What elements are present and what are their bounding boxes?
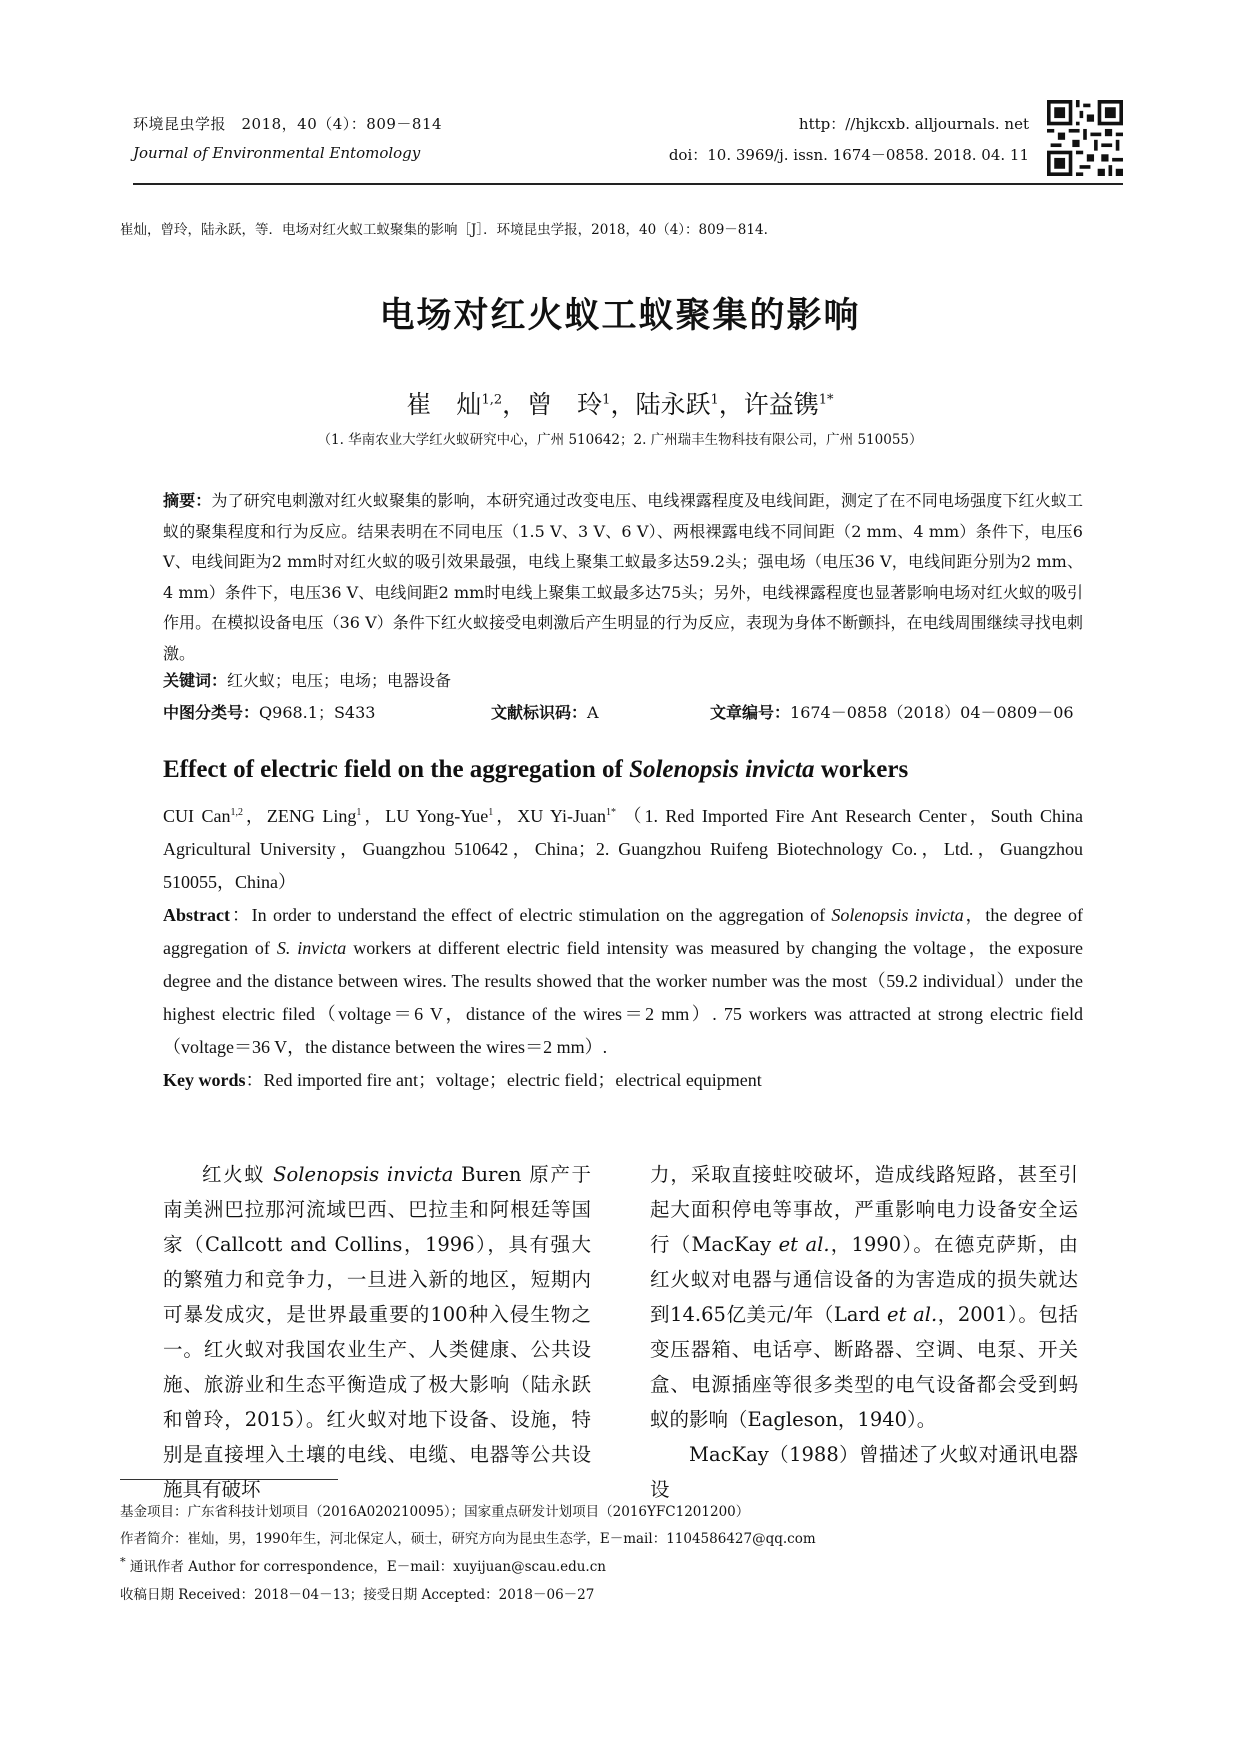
keywords-en xyxy=(163,1064,1083,1097)
footnote-author-bio: 作者简介：崔灿，男，1990年生，河北保定人，硕士，研究方向为昆虫生态学，E－mail：1104586427@qq.com xyxy=(120,1531,816,1547)
affiliation-cn: （1. 华南农业大学红火蚁研究中心，广州 510642；2. 广州瑞丰生物科技有限公司，广州 510055） xyxy=(317,432,923,448)
title-en-part: workers xyxy=(814,756,909,783)
author-en: LU Yong-Yue xyxy=(385,806,489,826)
author-en: CUI Can xyxy=(163,806,231,826)
doc-code-value: A xyxy=(587,703,599,722)
journal-name-cn: 环境昆虫学报 2018，40（4）：809－814 xyxy=(133,115,443,133)
body-column-right xyxy=(650,1157,1078,1507)
abstract-en-text: ：In order to understand the effect of electric stimulation on the aggregation of xyxy=(229,905,832,925)
qr-code-icon xyxy=(1047,100,1123,176)
english-abstract-block xyxy=(163,796,1083,1097)
body-text: 红火蚁 xyxy=(202,1163,274,1186)
author-sup: 1* xyxy=(606,807,617,818)
authors-en: CUI Can$^{1,2}$，ZENG Ling$^1$，LU Yong-Yue$^1$，XU Yi-Juan$^{1*}$ （1. Red Imported Fire Ant Research Center，South China Agricultural University，Guangzhou 510642，China；2. Guangzhou Ruifeng Biotechnology Co.，Ltd.，Guangzhou 510055，China） xyxy=(163,806,1084,892)
footnote-mark: * xyxy=(120,1555,126,1569)
author-sup: 1 xyxy=(356,807,362,818)
author-en: ZENG Ling xyxy=(266,806,357,826)
author-sup: 1* xyxy=(818,392,834,408)
author-sup: 1 xyxy=(602,392,611,408)
doi[interactable]: doi：10. 3969/j. issn. 1674－0858. 2018. 04. 11 xyxy=(668,146,1029,164)
title-en xyxy=(163,756,908,784)
keywords-cn-label: 关键词： xyxy=(163,671,228,690)
species-name: S. invicta xyxy=(276,938,347,958)
abstract-en-text: ，the degree of aggregation of xyxy=(163,905,1083,958)
author-name: 许益镌 xyxy=(743,390,819,419)
author-name: 曾 玲 xyxy=(527,390,603,419)
author-sup: 1 xyxy=(488,807,494,818)
title-en-species: Solenopsis invicta xyxy=(629,756,815,783)
abstract-cn-label: 摘要： xyxy=(163,491,212,510)
keywords-cn xyxy=(163,668,451,691)
footnote-funding: 基金项目：广东省科技计划项目（2016A020210095）；国家重点研发计划项目（2016YFC1201200） xyxy=(120,1504,750,1520)
citation-line: 崔灿，曾玲，陆永跃，等．电场对红火蚁工蚁聚集的影响［J］．环境昆虫学报，2018，40（4）：809－814. xyxy=(120,222,768,238)
journal-url[interactable]: http：//hjkcxb. alljournals. net xyxy=(798,115,1029,133)
page-title: 电场对红火蚁工蚁聚集的影响 xyxy=(379,296,861,336)
keywords-cn-text: 红火蚁；电压；电场；电器设备 xyxy=(227,671,452,690)
keywords-en-label: Key words xyxy=(163,1070,246,1090)
footnote-rule xyxy=(120,1479,338,1480)
author-sup: 1 xyxy=(710,392,719,408)
abstract-cn-text: 为了研究电刺激对红火蚁聚集的影响，本研究通过改变电压、电线裸露程度及电线间距，测定了在不同电场强度下红火蚁工蚁的聚集程度和行为反应。结果表明在不同电压（1.5 V、3 V、6 V）、两根裸露电线不同间距（2 mm、4 mm）条件下，电压6 V、电线间距为2 mm时对红火蚁的吸引效果最强，电线上聚集工蚁最多达59.2头；强电场（电压36 V，电线间距分别为2 mm、4 mm）条件下，电压36 V、电线间距2 mm时电线上聚集工蚁最多达75头；另外，电线裸露程度也显著影响电场对红火蚁的吸引作用。在模拟设备电压（36 V）条件下红火蚁接受电刺激后产生明显的行为反应，表现为身体不断颤抖，在电线周围继续寻找电刺激。 xyxy=(163,491,1083,663)
author-en: XU Yi-Juan xyxy=(517,806,607,826)
abstract-en-text: workers at different electric field intensity was measured by changing the voltage，the exposure degree and the distance between wires. The results showed that the worker number was the most（59.2 individual）under the highest electric filed（voltage＝6 V，distance of the wires＝2 mm）. 75 workers was attracted at strong electric field（voltage＝36 V，the distance between the wires＝2 mm）. xyxy=(163,938,1083,1057)
footnote-correspondence xyxy=(120,1555,606,1575)
et-al: et al. xyxy=(778,1233,830,1256)
body-text: 力，采取直接蛀咬破坏，造成线路短路，甚至引起大面积停电等事故，严重影响电力设备安全运行（MacKay xyxy=(650,1163,1078,1256)
body-text: ，2001）。包括变压器箱、电话亭、断路器、空调、电泵、开关盒、电源插座等很多类型的电气设备都会受到蚂蚁的影响（Eagleson，1940）。 xyxy=(650,1303,1078,1431)
body-text: Buren 原产于南美洲巴拉那河流域巴西、巴拉圭和阿根廷等国家（Callcott and Collins，1996），具有强大的繁殖力和竞争力，一旦进入新的地区，短期内可暴发成灾，是世界最重要的100种入侵生物之一。红火蚁对我国农业生产、人类健康、公共设施、旅游业和生态平衡造成了极大影响（陆永跃和曾玲，2015）。红火蚁对地下设备、设施，特别是直接埋入土壤的电线、电缆、电器等公共设施具有破坏 xyxy=(163,1163,591,1501)
authors-cn: 崔 灿$^{1,2}$，曾 玲$^1$，陆永跃$^1$，许益镌$^{1*}$ xyxy=(406,390,834,419)
affiliation-en: （1. Red Imported Fire Ant Research Center，South China Agricultural University，Guangzhou 510642，China；2. Guangzhou Ruifeng Biotechnology Co.，Ltd.，Guangzhou 510055，China） xyxy=(163,806,1084,892)
article-no-value: 1674－0858（2018）04－0809－06 xyxy=(790,703,1074,722)
body-paragraph: MacKay（1988）曾描述了火蚁对通讯电器设 xyxy=(650,1443,1078,1501)
author-sup: 1,2 xyxy=(481,392,503,408)
body-text: ，1990）。在德克萨斯，由红火蚁对电器与通信设备的为害造成的损失就达到14.65亿美元/年（Lard xyxy=(650,1233,1078,1326)
keywords-en-text: ：Red imported fire ant；voltage；electric field；electrical equipment xyxy=(245,1070,762,1090)
body-paragraph xyxy=(163,1157,591,1507)
clc-label: 中图分类号： xyxy=(163,703,260,722)
doc-code-label: 文献标识码： xyxy=(491,703,588,722)
author-name: 陆永跃 xyxy=(635,390,711,419)
author-name: 崔 灿 xyxy=(406,390,482,419)
header-rule xyxy=(133,183,1123,185)
title-en-part: Effect of electric field on the aggregation of xyxy=(163,756,630,783)
author-sup: 1,2 xyxy=(230,807,243,818)
footnote-text: 通讯作者 Author for correspondence，E－mail：xuyijuan@scau.edu.cn xyxy=(129,1559,606,1575)
journal-name-en: Journal of Environmental Entomology xyxy=(133,144,421,162)
footnote-dates: 收稿日期 Received：2018－04－13；接受日期 Accepted：2018－06－27 xyxy=(120,1587,595,1603)
clc-value: Q968.1；S433 xyxy=(259,703,376,722)
classification-line xyxy=(163,700,1083,723)
abstract-en xyxy=(163,899,1083,1064)
species-name: Solenopsis invicta xyxy=(273,1163,454,1186)
abstract-cn xyxy=(163,486,1083,669)
abstract-en-label: Abstract xyxy=(163,905,230,925)
body-paragraph xyxy=(650,1157,1078,1437)
et-al: et al. xyxy=(887,1303,938,1326)
species-name: Solenopsis invicta xyxy=(831,905,964,925)
article-no-label: 文章编号： xyxy=(710,703,791,722)
body-column-left xyxy=(163,1157,591,1507)
